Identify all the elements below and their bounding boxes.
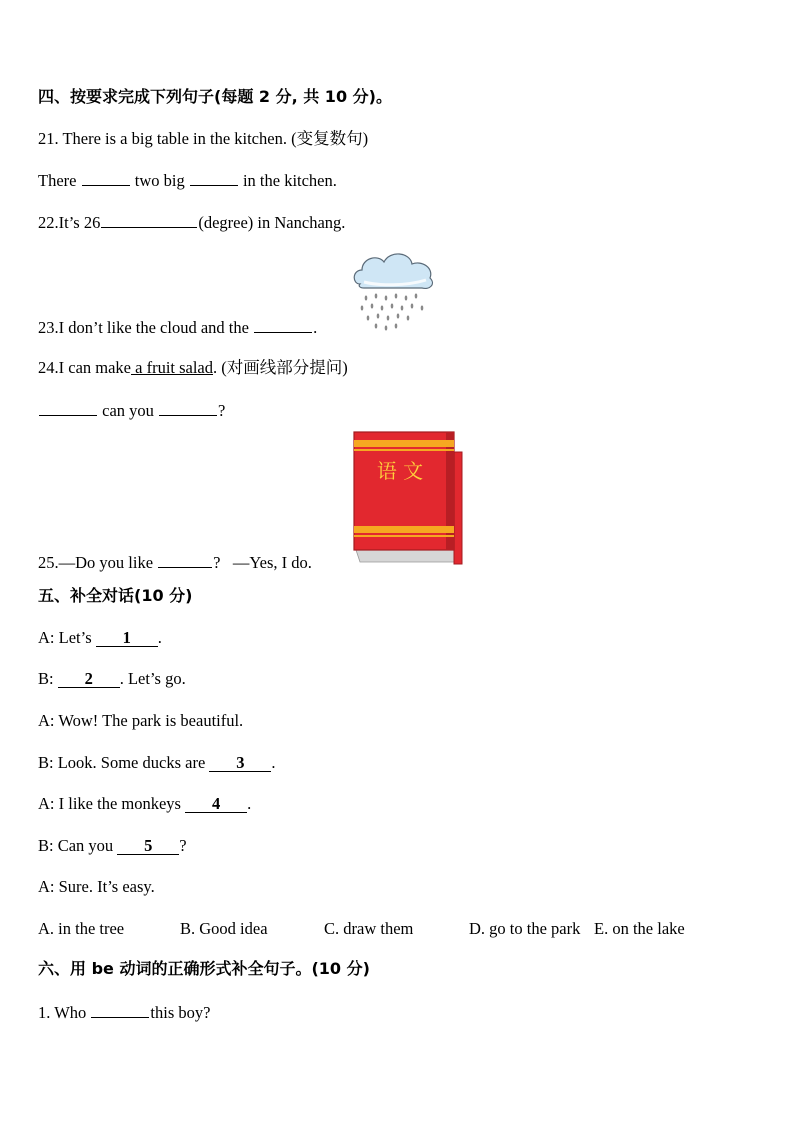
option-e: E. on the lake (594, 919, 685, 938)
dialog-text: A: Sure. It’s easy. (38, 877, 155, 896)
dialog-line (38, 752, 276, 774)
answer-text: can you (98, 401, 159, 420)
question-text: 23.I don’t like the cloud and the (38, 318, 254, 337)
question-21 (38, 128, 368, 150)
dialog-text: A: Wow! The park is beautiful. (38, 711, 244, 730)
book-title: 语 文 (376, 459, 424, 483)
dialog-text: A: Let’s (38, 628, 96, 647)
option-d: D. go to the park (469, 919, 581, 938)
dialog-blank[interactable]: 2 (58, 670, 120, 688)
question-22 (38, 211, 345, 234)
question-text: (degree) in Nanchang. (198, 213, 346, 232)
dialog-line (38, 668, 186, 690)
dialog-line (38, 627, 162, 649)
answer-text: There (38, 171, 81, 190)
question-23 (38, 316, 317, 339)
option-c: C. draw them (324, 919, 414, 938)
option-a: A. in the tree (38, 919, 125, 938)
answer-blank[interactable] (159, 399, 217, 416)
dialog-blank[interactable]: 1 (96, 629, 158, 647)
underlined-phrase: a fruit salad (131, 358, 214, 377)
question-24 (38, 357, 348, 379)
answer-blank[interactable] (254, 316, 312, 333)
chinese-book-icon (350, 430, 466, 570)
answer-blank[interactable] (101, 211, 197, 228)
dialog-line (38, 876, 155, 898)
dialog-text: B: Look. Some ducks are (38, 753, 210, 772)
answer-text: ? (218, 401, 226, 420)
question-number: 21 (38, 129, 55, 148)
dialog-text: B: (38, 669, 58, 688)
question-text: 25.—Do you like (38, 553, 158, 572)
question-text: . (对画线部分提问) (213, 358, 348, 377)
dialog-line (38, 835, 187, 857)
question-text: 1. Who (38, 1003, 91, 1022)
section6-question-1 (38, 1001, 210, 1024)
dialog-line (38, 793, 251, 815)
dialog-text: B: Can you (38, 836, 118, 855)
answer-blank[interactable] (82, 169, 130, 186)
dialog-blank[interactable]: 3 (209, 754, 271, 772)
question-text: 22.It’s 26 (38, 213, 101, 232)
dialog-text: A: I like the monkeys (38, 794, 186, 813)
question-text: . (313, 318, 318, 337)
question-21-answer (38, 169, 337, 192)
question-text: 24.I can make (38, 358, 131, 377)
dialog-text: . (157, 628, 162, 647)
rain-cloud-icon (350, 248, 436, 332)
dialog-line (38, 710, 243, 732)
dialog-text: . (271, 753, 276, 772)
question-24-answer (38, 399, 225, 422)
question-25 (38, 551, 312, 574)
dialog-text: . Let’s go. (119, 669, 186, 688)
answer-blank[interactable] (39, 399, 97, 416)
dialog-text: . (247, 794, 252, 813)
section4-heading: 四、按要求完成下列句子(每题 2 分, 共 10 分)。 (38, 87, 392, 106)
answer-text: in the kitchen. (238, 171, 337, 190)
answer-blank[interactable] (190, 169, 238, 186)
answer-blank[interactable] (158, 551, 212, 568)
answer-text: two big (130, 171, 189, 190)
section6-heading: 六、用 be 动词的正确形式补全句子。(10 分) (38, 959, 370, 978)
answer-blank[interactable] (91, 1001, 149, 1018)
section5-heading: 五、补全对话(10 分) (38, 586, 193, 605)
dialog-blank[interactable]: 4 (185, 795, 247, 813)
question-text: this boy? (150, 1003, 211, 1022)
dialog-text: ? (179, 836, 187, 855)
dialog-blank[interactable]: 5 (117, 837, 179, 855)
question-text: . There is a big table in the kitchen. (变复数句) (54, 129, 369, 148)
question-text: ? —Yes, I do. (213, 553, 312, 572)
option-b: B. Good idea (180, 919, 268, 938)
